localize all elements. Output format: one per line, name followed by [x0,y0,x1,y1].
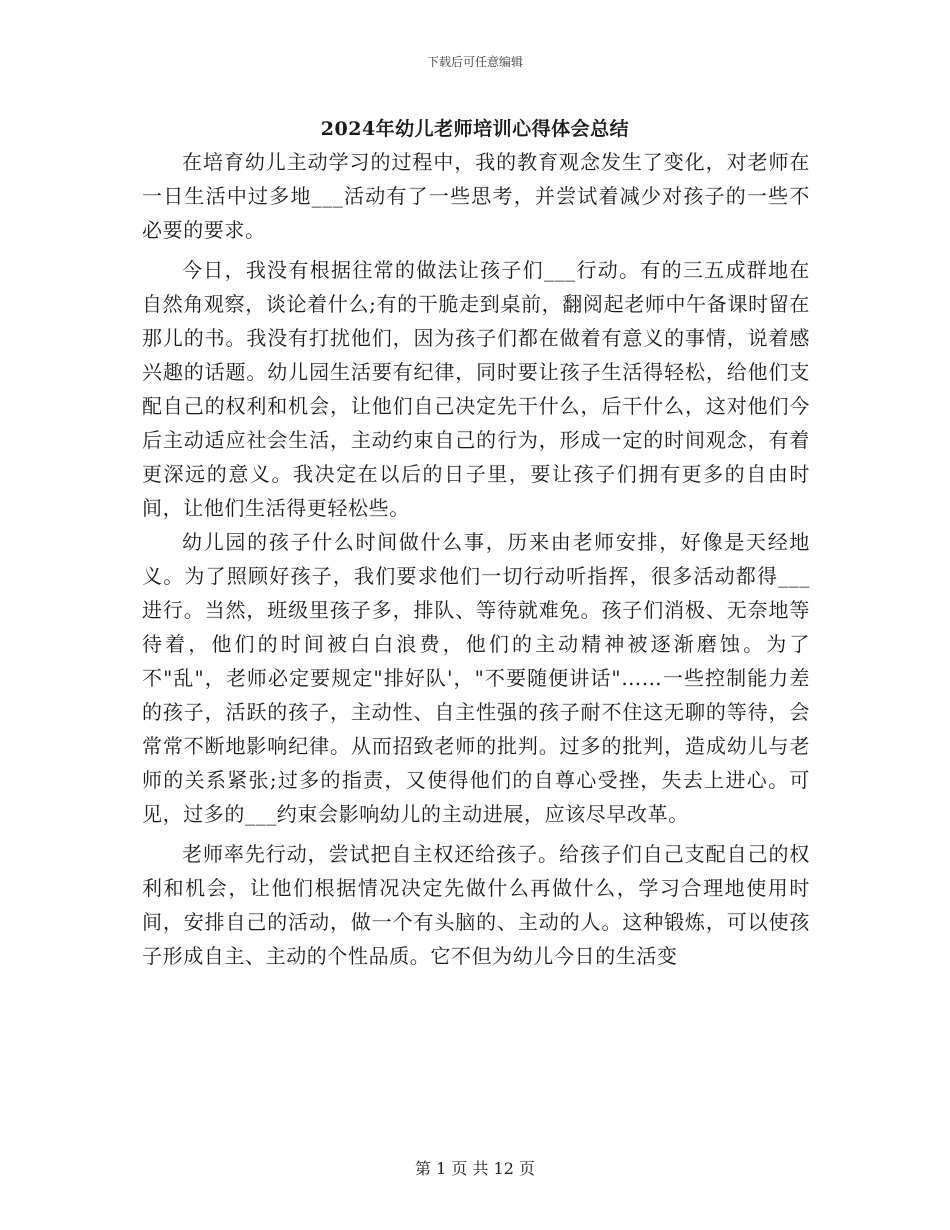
paragraph-3: 幼儿园的孩子什么时间做什么事，历来由老师安排，好像是天经地义。为了照顾好孩子，我们要求他们一切行动听指挥，很多活动都得___进行。当然，班级里孩子多，排队、等待就难免。孩子们消极、无奈地等待着，他们的时间被白白浪费，他们的主动精神被逐渐磨蚀。为了不"乱"，老师必定要规定"排好队'，"不要随便讲话"……一些控制能力差的孩子，活跃的孩子，主动性、自主性强的孩子耐不住这无聊的等待，会常常不断地影响纪律。从而招致老师的批判。过多的批判，造成幼儿与老师的关系紧张;过多的指责，又使得他们的自尊心受挫，失去上进心。可见，过多的___约束会影响幼儿的主动进展，应该尽早改革。 [142,530,810,826]
document-body [142,145,810,973]
header-note: 下载后可任意编辑 [426,55,523,69]
paragraph-1: 在培育幼儿主动学习的过程中，我的教育观念发生了变化，对老师在一日生活中过多地___活动有了一些思考，并尝试着减少对孩子的一些不必要的要求。 [142,150,810,242]
document-title: 2024年幼儿老师培训心得体会总结 [320,118,630,140]
paragraph-2: 今日，我没有根据往常的做法让孩子们___行动。有的三五成群地在自然角观察，谈论着什么;有的干脆走到桌前，翻阅起老师中午备课时留在那儿的书。我没有打扰他们，因为孩子们都在做着有意义的事情，说着感兴趣的话题。幼儿园生活要有纪律，同时要让孩子生活得轻松，给他们支配自己的权利和机会，让他们自己决定先干什么，后干什么，这对他们今后主动适应社会生活，主动约束自己的行为，形成一定的时间观念，有着更深远的意义。我决定在以后的日子里，要让孩子们拥有更多的自由时间，让他们生活得更轻松些。 [142,258,810,520]
paragraph-4: 老师率先行动，尝试把自主权还给孩子。给孩子们自己支配自己的权利和机会，让他们根据情况决定先做什么再做什么，学习合理地使用时间，安排自己的活动，做一个有头脑的、主动的人。这种锻炼，可以使孩子形成自主、主动的个性品质。它不但为幼儿今日的生活变 [142,842,810,968]
page-number: 第 1 页 共 12 页 [415,1159,535,1178]
